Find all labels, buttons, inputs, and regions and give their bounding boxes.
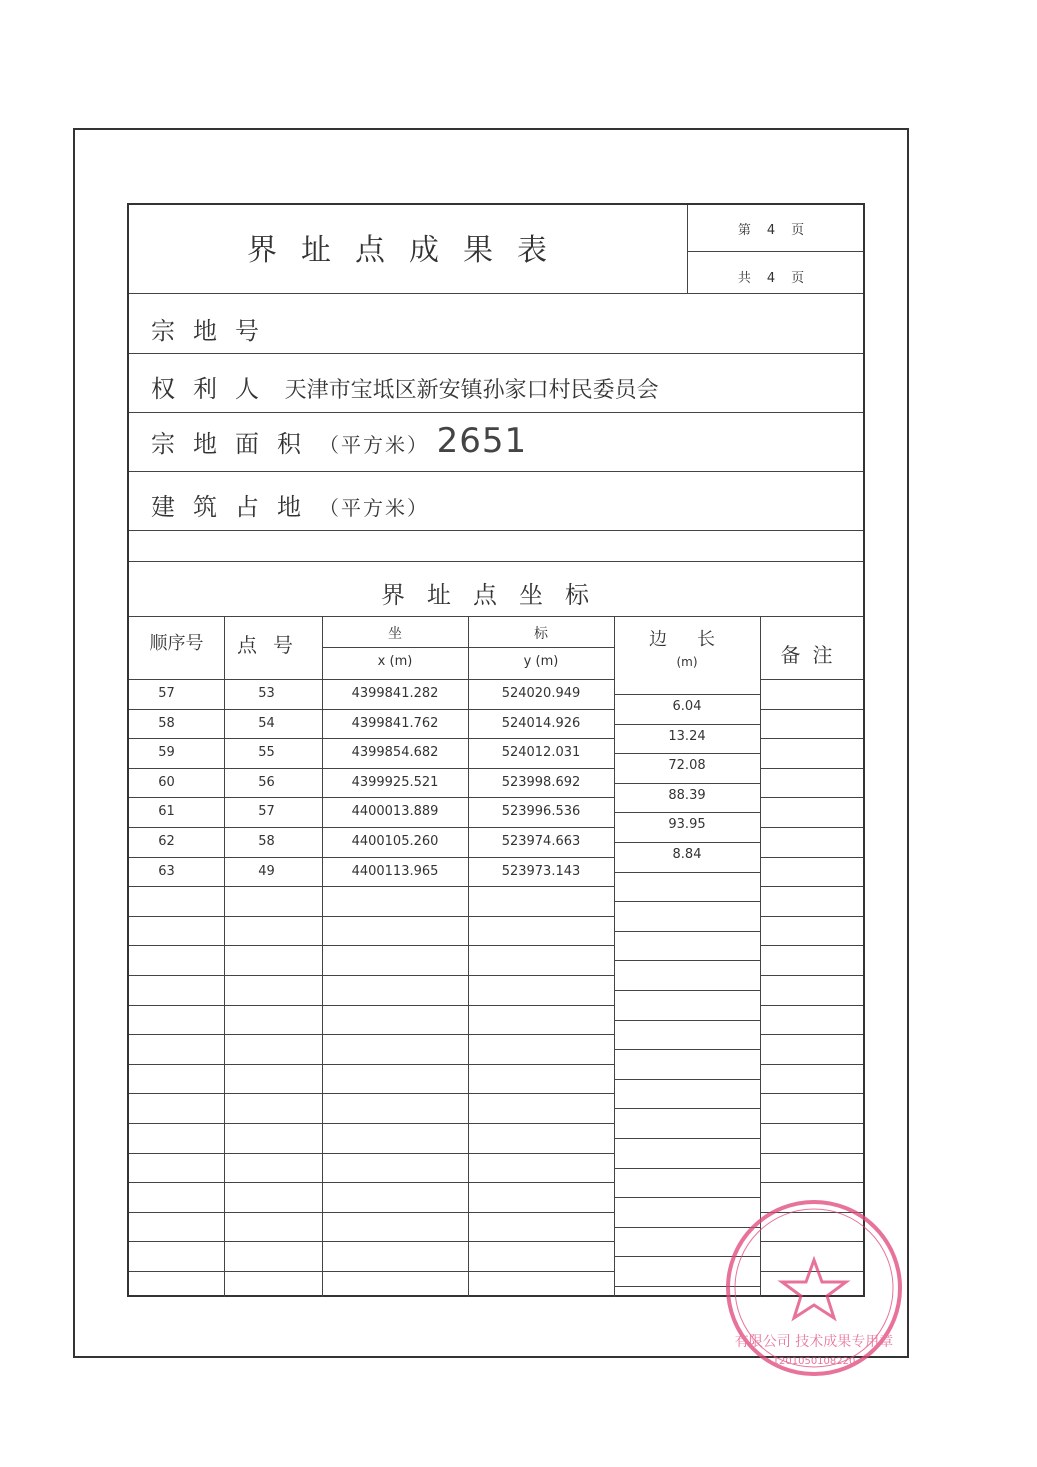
coord-header-split	[322, 647, 614, 648]
col-edge-unit: (m)	[676, 655, 698, 669]
owner-label: 权利人	[151, 375, 277, 403]
note-row-line	[760, 679, 863, 680]
divider	[129, 561, 863, 562]
col-coord-header-right: 标	[534, 626, 548, 642]
note-row-line	[760, 797, 863, 798]
edge-length: 93.95	[668, 817, 706, 832]
result-sheet	[127, 203, 865, 1297]
row-y: 523973.143	[501, 864, 581, 879]
row-seq: 62	[158, 834, 175, 849]
row-y: 524014.926	[501, 716, 581, 731]
edge-row-line	[614, 990, 760, 991]
row-line	[129, 1123, 614, 1124]
row-y: 523974.663	[501, 834, 581, 849]
row-y: 524012.031	[501, 745, 581, 760]
table-top-line	[129, 616, 863, 617]
row-point: 49	[258, 864, 275, 879]
building-label: 建筑占地	[151, 493, 319, 521]
row-line	[129, 1241, 614, 1242]
note-row-line	[760, 1005, 863, 1006]
column-divider	[760, 616, 761, 1297]
row-y: 523996.536	[501, 804, 581, 819]
row-y: 523998.692	[501, 775, 581, 790]
edge-length: 72.08	[668, 758, 706, 773]
row-x: 4399841.762	[351, 716, 439, 731]
note-row-line	[760, 945, 863, 946]
row-line	[129, 1182, 614, 1183]
edge-row-line	[614, 1108, 760, 1109]
divider	[129, 353, 863, 354]
owner-value: 天津市宝坻区新安镇孙家口村民委员会	[284, 378, 659, 403]
area-label: 宗地面积	[151, 430, 319, 458]
note-row-line	[760, 1123, 863, 1124]
area-value: 2651	[436, 421, 528, 461]
edge-length: 6.04	[672, 699, 702, 714]
owner-row	[151, 369, 659, 404]
row-x: 4399925.521	[351, 775, 439, 790]
building-row	[151, 487, 429, 522]
row-line	[129, 886, 614, 887]
page-number: 第4页	[737, 223, 821, 238]
row-point: 56	[258, 775, 275, 790]
edge-row-line	[614, 1049, 760, 1050]
row-line	[129, 975, 614, 976]
divider	[129, 471, 863, 472]
official-seal	[722, 1196, 906, 1380]
row-x: 4400113.965	[351, 864, 439, 879]
column-divider	[614, 616, 615, 1297]
note-row-line	[760, 916, 863, 917]
building-unit: （平方米）	[319, 496, 429, 520]
seal-number: 1201050108220	[772, 1356, 856, 1367]
edge-row-line	[614, 931, 760, 932]
row-y: 524020.949	[501, 686, 581, 701]
row-x: 4400013.889	[351, 804, 439, 819]
coord-section-title: 界址点坐标	[381, 581, 611, 609]
col-note-header: 备注	[780, 643, 845, 667]
note-row-line	[760, 738, 863, 739]
row-line	[129, 1153, 614, 1154]
parcel-no-row	[151, 311, 277, 346]
edge-row-line	[614, 783, 760, 784]
col-y-header: y (m)	[523, 654, 559, 669]
note-row-line	[760, 768, 863, 769]
row-line	[129, 916, 614, 917]
page-total: 共4页	[737, 271, 821, 286]
divider	[129, 530, 863, 531]
row-x: 4399841.282	[351, 686, 439, 701]
edge-row-line	[614, 1138, 760, 1139]
row-point: 57	[258, 804, 275, 819]
note-row-line	[760, 886, 863, 887]
page-divider	[687, 251, 863, 252]
note-row-line	[760, 1182, 863, 1183]
row-point: 54	[258, 716, 275, 731]
edge-row-line	[614, 1079, 760, 1080]
page-title: 界址点成果表	[247, 233, 571, 268]
edge-row-line	[614, 901, 760, 902]
edge-row-line	[614, 753, 760, 754]
row-seq: 59	[158, 745, 175, 760]
row-line	[129, 1064, 614, 1065]
edge-row-line	[614, 812, 760, 813]
row-line	[129, 1034, 614, 1035]
edge-row-line	[614, 842, 760, 843]
note-row-line	[760, 975, 863, 976]
col-coord-header-left: 坐	[388, 626, 402, 642]
row-point: 53	[258, 686, 275, 701]
row-seq: 58	[158, 716, 175, 731]
edge-row-line	[614, 694, 760, 695]
edge-length: 8.84	[672, 847, 702, 862]
note-row-line	[760, 709, 863, 710]
note-row-line	[760, 1093, 863, 1094]
edge-row-line	[614, 1168, 760, 1169]
divider	[129, 293, 863, 294]
note-row-line	[760, 1064, 863, 1065]
edge-row-line	[614, 960, 760, 961]
row-seq: 61	[158, 804, 175, 819]
row-x: 4399854.682	[351, 745, 439, 760]
col-x-header: x (m)	[377, 654, 413, 669]
parcel-no-label: 宗地号	[151, 317, 277, 345]
row-line	[129, 1005, 614, 1006]
col-seq-header: 顺序号	[149, 633, 204, 654]
area-row	[151, 421, 527, 461]
area-unit: （平方米）	[319, 433, 429, 457]
note-row-line	[760, 827, 863, 828]
edge-row-line	[614, 872, 760, 873]
row-line	[129, 1271, 614, 1272]
row-seq: 60	[158, 775, 175, 790]
row-line	[129, 945, 614, 946]
row-point: 58	[258, 834, 275, 849]
edge-row-line	[614, 724, 760, 725]
divider	[129, 412, 863, 413]
row-point: 55	[258, 745, 275, 760]
note-row-line	[760, 1034, 863, 1035]
edge-row-line	[614, 1020, 760, 1021]
seal-text: 有限公司 技术成果专用章	[734, 1334, 894, 1350]
edge-length: 88.39	[668, 788, 706, 803]
col-point-header: 点号	[237, 633, 309, 657]
row-line	[129, 1212, 614, 1213]
row-seq: 63	[158, 864, 175, 879]
note-row-line	[760, 857, 863, 858]
edge-length: 13.24	[668, 729, 706, 744]
row-seq: 57	[158, 686, 175, 701]
col-edge-header: 边长	[649, 629, 745, 650]
note-row-line	[760, 1153, 863, 1154]
row-x: 4400105.260	[351, 834, 439, 849]
row-line	[129, 1093, 614, 1094]
